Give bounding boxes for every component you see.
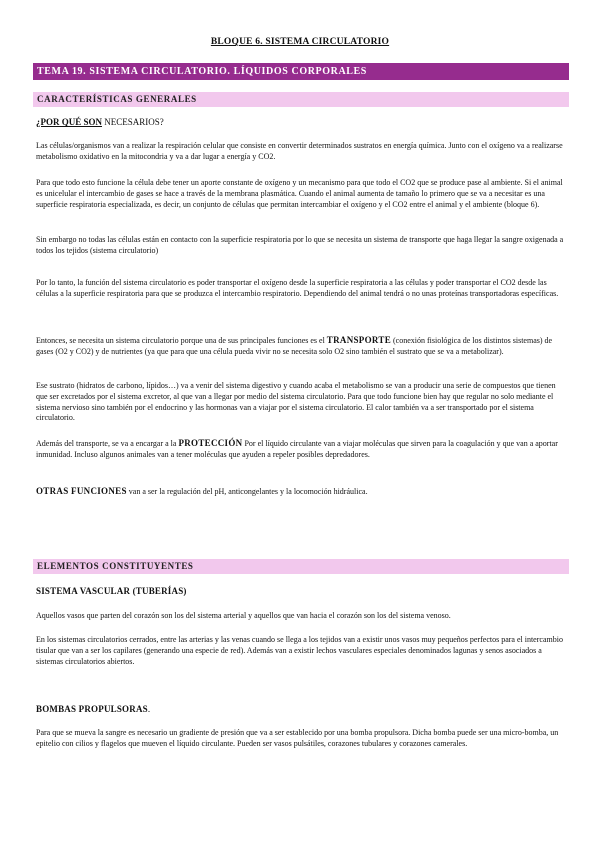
subheading-bombas-rest: . — [147, 704, 151, 714]
keyword-proteccion: PROTECCIÓN — [178, 438, 243, 448]
section-heading-elementos: ELEMENTOS CONSTITUYENTES — [33, 559, 569, 574]
question-heading-bold: ¿POR QUÉ SON — [36, 117, 103, 127]
keyword-transporte: TRANSPORTE — [326, 335, 391, 345]
subheading-bombas-bold: BOMBAS PROPULSORAS — [36, 704, 148, 714]
document-title: BLOQUE 6. SISTEMA CIRCULATORIO — [210, 37, 390, 47]
subheading-sistema-vascular: SISTEMA VASCULAR (TUBERÍAS) — [36, 586, 187, 596]
topic-band: TEMA 19. SISTEMA CIRCULATORIO. LÍQUIDOS CORPORALES — [33, 63, 569, 80]
question-heading — [36, 117, 164, 127]
paragraph-otras-funciones-b: van a ser la regulación del pH, anticongelantes y la locomoción hidráulica. — [126, 487, 368, 496]
keyword-otras-funciones: OTRAS FUNCIONES — [36, 486, 127, 496]
paragraph-funcion: Por lo tanto, la función del sistema circulatorio es poder transportar el oxígeno desde la superficie respiratoria a las células y poder transportar el CO2 desde las células a la superficie respiratoria para que se produzca el intercambio respiratorio. Dependiendo del animal tendrá o no unas proteínas transportadoras específicas. — [36, 278, 559, 298]
section-heading-caracteristicas: CARACTERÍSTICAS GENERALES — [33, 92, 569, 107]
paragraph-sustrato: Ese sustrato (hidratos de carbono, lípidos…) va a venir del sistema digestivo y cuando acaba el metabolismo se van a producir una serie de compuestos que tienen que ser excretados por el sistema excretor, al que van a llegar por medio del sistema circulatorio. Para que todo funcione bien hay que regular no solo mediante el sistema nervioso sino también por el endocrino y las hormonas van a viajar por el sistema circulatorio. El calor también va a ser transportado por el sistema circulatorio. — [36, 381, 556, 423]
paragraph-proteccion-a: Además del transporte, se va a encargar a la — [36, 439, 179, 448]
paragraph-proteccion — [36, 438, 564, 461]
paragraph-aporte-oxigeno: Para que todo esto funcione la célula debe tener un aporte constante de oxígeno y un mecanismo para que todo el CO2 que se produce pase al ambiente. Si el animal es unicelular el intercambio de gases se hace a través de la membrana plasmática. Cuando el animal aumenta de tamaño lo primero que se va a necesitar es una superficie respiratoria especializada, es decir, un conjunto de células que permitan intercambiar el oxígeno y el CO2 entre el animal y el ambiente (bloque 6). — [36, 178, 563, 209]
subheading-bombas — [36, 704, 150, 714]
question-heading-rest: NECESARIOS? — [102, 117, 164, 127]
paragraph-bombas: Para que se mueva la sangre es necesario un gradiente de presión que va a ser establecido por una bomba propulsora. Dicha bomba puede ser una micro-bomba, un epitelio con cilios y flagelos que mueven el líquido circulante. Pueden ser vasos pulsátiles, corazones tubulares y corazones camerales. — [36, 728, 559, 748]
paragraph-otras-funciones — [36, 486, 564, 498]
paragraph-transporte-a: Entonces, se necesita un sistema circulatorio porque una de sus principales funciones es el — [36, 336, 327, 345]
paragraph-vasos: Aquellos vasos que parten del corazón son los del sistema arterial y aquellos que van hacia el corazón son los del sistema venoso. — [36, 611, 451, 620]
paragraph-proteccion-b: Por el líquido circulante van a viajar moléculas que sirven para la coagulación y que van a aportar inmunidad. Incluso algunos animales van a tener moléculas que ayuden a repeler posibles depredadores. — [36, 439, 558, 459]
paragraph-transporte-b: (conexión fisiológica de los distintos sistemas) de gases (O2 y CO2) y de nutrientes (ya que para que una célula pueda vivir no se necesita solo O2 sino también el sustrato que se va a metabolizar). — [36, 336, 553, 356]
paragraph-capilares: En los sistemas circulatorios cerrados, entre las arterias y las venas cuando se llega a los tejidos van a existir unos vasos muy pequeños perfectos para el intercambio tisular que van a ser los capilares (generando una especie de red). Además van a existir lechos vasculares especiales denominados lagunas y senos asociados a sistemas circulatorios abiertos. — [36, 635, 563, 666]
paragraph-transporte-sangre: Sin embargo no todas las células están en contacto con la superficie respiratoria por lo que se necesita un sistema de transporte que haga llegar la sangre oxigenada a todos los tejidos (sistema circulatorio) — [36, 235, 564, 255]
paragraph-respiracion: Las células/organismos van a realizar la respiración celular que consiste en convertir determinados sustratos en energía química. Junto con el oxígeno va a realizarse metabolismo oxidativo en la mitocondria y va a dar lugar a energía y CO2. — [36, 141, 563, 161]
paragraph-transporte — [36, 335, 564, 358]
